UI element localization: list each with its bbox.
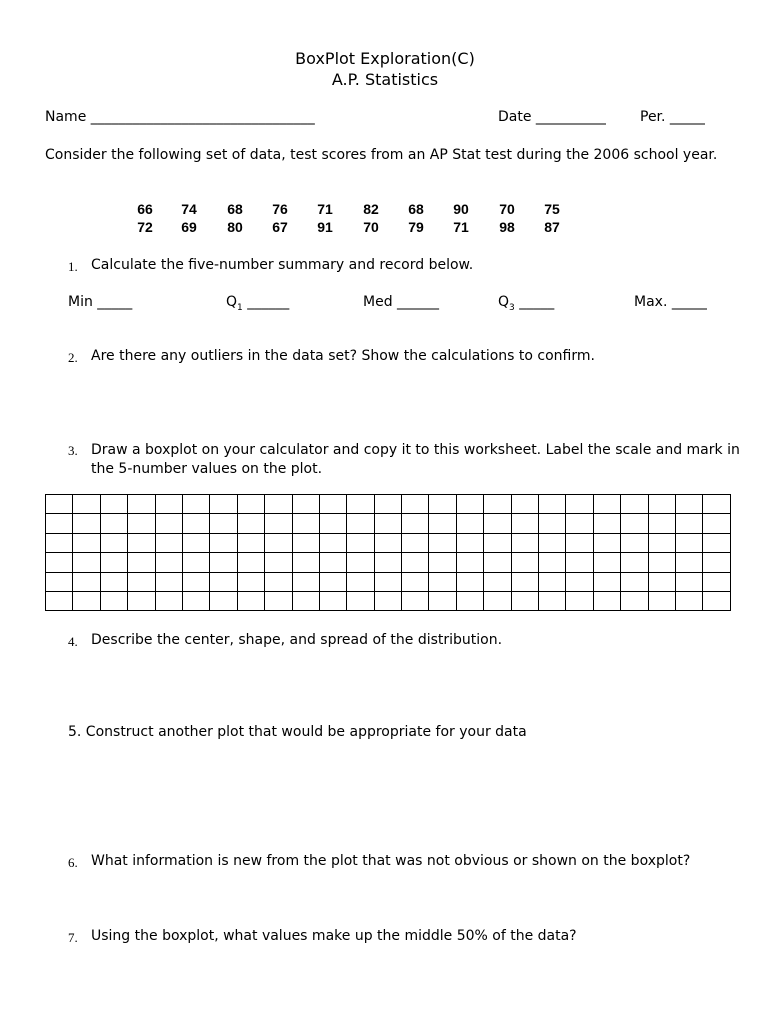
grid-cell[interactable]	[46, 572, 73, 591]
grid-cell[interactable]	[265, 572, 292, 591]
grid-cell[interactable]	[566, 553, 593, 572]
grid-cell[interactable]	[402, 495, 429, 514]
grid-cell[interactable]	[675, 572, 702, 591]
q3-field[interactable]	[498, 294, 554, 313]
data-value: 74	[181, 201, 197, 217]
q1-label: Q	[226, 294, 238, 310]
question-3-text: Draw a boxplot on your calculator and copy it to this worksheet. Label the scale and mark in the 5-number values on the plot.	[91, 442, 740, 477]
data-value: 71	[317, 201, 333, 217]
grid-cell[interactable]	[128, 591, 155, 610]
grid-cell[interactable]	[429, 591, 456, 610]
grid-cell[interactable]	[265, 514, 292, 533]
data-value: 98	[499, 219, 515, 235]
grid-cell[interactable]	[237, 495, 264, 514]
grid-cell[interactable]	[511, 553, 538, 572]
grid-cell[interactable]	[100, 572, 127, 591]
grid-cell[interactable]	[456, 572, 483, 591]
grid-cell[interactable]	[511, 514, 538, 533]
data-value: 71	[453, 219, 469, 235]
data-value: 68	[408, 201, 424, 217]
grid-cell[interactable]	[484, 572, 511, 591]
grid-cell[interactable]	[703, 495, 730, 514]
grid-cell[interactable]	[456, 514, 483, 533]
grid-cell[interactable]	[155, 514, 182, 533]
grid-cell[interactable]	[319, 572, 346, 591]
grid-cell[interactable]	[566, 533, 593, 552]
grid-cell[interactable]	[484, 591, 511, 610]
grid-cell[interactable]	[100, 514, 127, 533]
grid-cell[interactable]	[46, 495, 73, 514]
grid-cell[interactable]	[46, 514, 73, 533]
grid-cell[interactable]	[73, 591, 100, 610]
grid-cell[interactable]	[182, 591, 209, 610]
grid-cell[interactable]	[511, 591, 538, 610]
data-value: 82	[363, 201, 379, 217]
grid-cell[interactable]	[73, 553, 100, 572]
grid-cell[interactable]	[210, 533, 237, 552]
period-field[interactable]: Per. _____	[640, 109, 705, 125]
data-value: 69	[181, 219, 197, 235]
grid-cell[interactable]	[374, 514, 401, 533]
grid-cell[interactable]	[347, 591, 374, 610]
grid-cell[interactable]	[539, 591, 566, 610]
question-4-text: Describe the center, shape, and spread of the distribution.	[91, 632, 503, 648]
grid-cell[interactable]	[484, 495, 511, 514]
grid-cell[interactable]	[402, 572, 429, 591]
question-2-number: 2.	[68, 350, 78, 365]
grid-cell[interactable]	[210, 514, 237, 533]
grid-cell[interactable]	[374, 591, 401, 610]
grid-cell[interactable]	[566, 514, 593, 533]
grid-cell[interactable]	[46, 591, 73, 610]
grid-cell[interactable]	[593, 591, 620, 610]
grid-row	[46, 553, 731, 572]
grid-cell[interactable]	[703, 572, 730, 591]
grid-cell[interactable]	[648, 514, 675, 533]
grid-row	[46, 514, 731, 533]
worksheet-subtitle: A.P. Statistics	[331, 70, 439, 89]
grid-cell[interactable]	[539, 553, 566, 572]
data-row-2	[0, 219, 770, 237]
grid-cell[interactable]	[539, 533, 566, 552]
q1-blank: ______	[247, 294, 290, 310]
grid-cell[interactable]	[429, 553, 456, 572]
grid-cell[interactable]	[100, 495, 127, 514]
data-value: 87	[544, 219, 560, 235]
grid-cell[interactable]	[265, 553, 292, 572]
grid-cell[interactable]	[402, 591, 429, 610]
grid-cell[interactable]	[265, 533, 292, 552]
data-value: 91	[317, 219, 333, 235]
date-field[interactable]: Date __________	[498, 109, 606, 125]
question-6-number: 6.	[68, 855, 78, 870]
grid-cell[interactable]	[237, 572, 264, 591]
grid-cell[interactable]	[511, 572, 538, 591]
grid-cell[interactable]	[621, 533, 648, 552]
grid-cell[interactable]	[182, 514, 209, 533]
data-value: 75	[544, 201, 560, 217]
grid-cell[interactable]	[648, 533, 675, 552]
grid-cell[interactable]	[511, 533, 538, 552]
grid-cell[interactable]	[73, 572, 100, 591]
grid-cell[interactable]	[182, 553, 209, 572]
grid-cell[interactable]	[703, 514, 730, 533]
grid-cell[interactable]	[566, 572, 593, 591]
question-2-text: Are there any outliers in the data set? Show the calculations to confirm.	[91, 348, 595, 364]
data-value: 79	[408, 219, 424, 235]
worksheet-title: BoxPlot Exploration(C)	[295, 49, 475, 68]
data-value: 80	[227, 219, 243, 235]
grid-cell[interactable]	[593, 572, 620, 591]
grid-cell[interactable]	[429, 533, 456, 552]
grid-cell[interactable]	[402, 553, 429, 572]
name-field[interactable]: Name ________________________________	[45, 109, 315, 125]
grid-cell[interactable]	[319, 514, 346, 533]
min-field[interactable]: Min _____	[68, 294, 133, 310]
q1-subscript: 1	[237, 302, 243, 313]
grid-row	[46, 495, 731, 514]
grid-cell[interactable]	[621, 553, 648, 572]
grid-cell[interactable]	[292, 514, 319, 533]
grid-cell[interactable]	[566, 495, 593, 514]
data-value: 90	[453, 201, 469, 217]
grid-cell[interactable]	[347, 553, 374, 572]
grid-cell[interactable]	[675, 591, 702, 610]
grid-row	[46, 591, 731, 610]
grid-cell[interactable]	[155, 553, 182, 572]
grid-cell[interactable]	[182, 533, 209, 552]
grid-cell[interactable]	[292, 572, 319, 591]
data-value: 70	[363, 219, 379, 235]
max-field[interactable]: Max. _____	[634, 294, 707, 310]
grid-row	[46, 533, 731, 552]
grid-cell[interactable]	[621, 495, 648, 514]
grid-cell[interactable]	[237, 591, 264, 610]
grid-cell[interactable]	[374, 553, 401, 572]
grid-cell[interactable]	[319, 591, 346, 610]
data-value: 76	[272, 201, 288, 217]
grid-cell[interactable]	[621, 572, 648, 591]
question-3-number: 3.	[68, 443, 78, 458]
grid-cell[interactable]	[128, 533, 155, 552]
grid-cell[interactable]	[292, 591, 319, 610]
median-field[interactable]: Med ______	[363, 294, 440, 310]
grid-cell[interactable]	[100, 591, 127, 610]
grid-cell[interactable]	[675, 553, 702, 572]
grid-cell[interactable]	[210, 495, 237, 514]
grid-cell[interactable]	[648, 591, 675, 610]
grid-cell[interactable]	[402, 514, 429, 533]
grid-cell[interactable]	[237, 514, 264, 533]
grid-cell[interactable]	[675, 533, 702, 552]
data-value: 70	[499, 201, 515, 217]
grid-cell[interactable]	[319, 533, 346, 552]
grid-cell[interactable]	[456, 553, 483, 572]
question-7-text: Using the boxplot, what values make up the middle 50% of the data?	[91, 928, 577, 944]
q1-field[interactable]	[226, 294, 289, 313]
grid-cell[interactable]	[237, 533, 264, 552]
grid-cell[interactable]	[265, 591, 292, 610]
grid-cell[interactable]	[429, 514, 456, 533]
grid-cell[interactable]	[73, 495, 100, 514]
q3-blank: _____	[519, 294, 555, 310]
grid-cell[interactable]	[100, 553, 127, 572]
intro-text: Consider the following set of data, test scores from an AP Stat test during the 2006 school year.	[45, 147, 718, 163]
grid-cell[interactable]	[429, 572, 456, 591]
grid-cell[interactable]	[292, 533, 319, 552]
grid-cell[interactable]	[484, 553, 511, 572]
grid-cell[interactable]	[210, 553, 237, 572]
question-1-number: 1.	[68, 259, 78, 274]
data-value: 67	[272, 219, 288, 235]
grid-cell[interactable]	[566, 591, 593, 610]
grid-cell[interactable]	[347, 572, 374, 591]
grid-cell[interactable]	[73, 533, 100, 552]
grid-cell[interactable]	[539, 495, 566, 514]
boxplot-grid[interactable]	[45, 494, 731, 611]
grid-cell[interactable]	[484, 514, 511, 533]
grid-cell[interactable]	[648, 553, 675, 572]
grid-cell[interactable]	[621, 591, 648, 610]
grid-cell[interactable]	[539, 514, 566, 533]
grid-cell[interactable]	[182, 572, 209, 591]
grid-cell[interactable]	[182, 495, 209, 514]
grid-cell[interactable]	[73, 514, 100, 533]
grid-cell[interactable]	[347, 533, 374, 552]
grid-cell[interactable]	[128, 572, 155, 591]
grid-cell[interactable]	[210, 572, 237, 591]
grid-row	[46, 572, 731, 591]
grid-cell[interactable]	[593, 495, 620, 514]
grid-cell[interactable]	[593, 514, 620, 533]
grid-cell[interactable]	[155, 495, 182, 514]
grid-cell[interactable]	[456, 495, 483, 514]
grid-cell[interactable]	[484, 533, 511, 552]
q3-label: Q	[498, 294, 510, 310]
grid-cell[interactable]	[128, 495, 155, 514]
grid-cell[interactable]	[210, 591, 237, 610]
grid-cell[interactable]	[456, 591, 483, 610]
grid-cell[interactable]	[292, 495, 319, 514]
grid-cell[interactable]	[100, 533, 127, 552]
grid-cell[interactable]	[675, 514, 702, 533]
grid-cell[interactable]	[648, 495, 675, 514]
grid-cell[interactable]	[402, 533, 429, 552]
grid-cell[interactable]	[347, 514, 374, 533]
data-value: 66	[137, 201, 153, 217]
grid-cell[interactable]	[319, 553, 346, 572]
grid-cell[interactable]	[128, 514, 155, 533]
grid-cell[interactable]	[155, 533, 182, 552]
grid-cell[interactable]	[374, 572, 401, 591]
grid-cell[interactable]	[621, 514, 648, 533]
grid-cell[interactable]	[703, 591, 730, 610]
grid-cell[interactable]	[265, 495, 292, 514]
question-6-text: What information is new from the plot that was not obvious or shown on the boxplot?	[91, 853, 691, 869]
question-1-text: Calculate the five-number summary and record below.	[91, 257, 474, 273]
grid-cell[interactable]	[347, 495, 374, 514]
grid-cell[interactable]	[703, 533, 730, 552]
question-7-number: 7.	[68, 930, 78, 945]
grid-cell[interactable]	[319, 495, 346, 514]
grid-cell[interactable]	[703, 553, 730, 572]
grid-cell[interactable]	[593, 553, 620, 572]
grid-cell[interactable]	[374, 533, 401, 552]
q3-subscript: 3	[509, 302, 515, 313]
grid-cell[interactable]	[429, 495, 456, 514]
grid-cell[interactable]	[128, 553, 155, 572]
grid-cell[interactable]	[374, 495, 401, 514]
grid-cell[interactable]	[456, 533, 483, 552]
grid-cell[interactable]	[237, 553, 264, 572]
grid-cell[interactable]	[46, 533, 73, 552]
grid-cell[interactable]	[648, 572, 675, 591]
grid-cell[interactable]	[292, 553, 319, 572]
data-value: 72	[137, 219, 153, 235]
grid-cell[interactable]	[675, 495, 702, 514]
question-5-text: 5. Construct another plot that would be appropriate for your data	[68, 724, 527, 740]
question-4-number: 4.	[68, 634, 78, 649]
data-row-1	[0, 201, 770, 219]
grid-cell[interactable]	[593, 533, 620, 552]
grid-cell[interactable]	[511, 495, 538, 514]
grid-cell[interactable]	[155, 591, 182, 610]
grid-cell[interactable]	[539, 572, 566, 591]
data-value: 68	[227, 201, 243, 217]
grid-cell[interactable]	[46, 553, 73, 572]
grid-cell[interactable]	[155, 572, 182, 591]
